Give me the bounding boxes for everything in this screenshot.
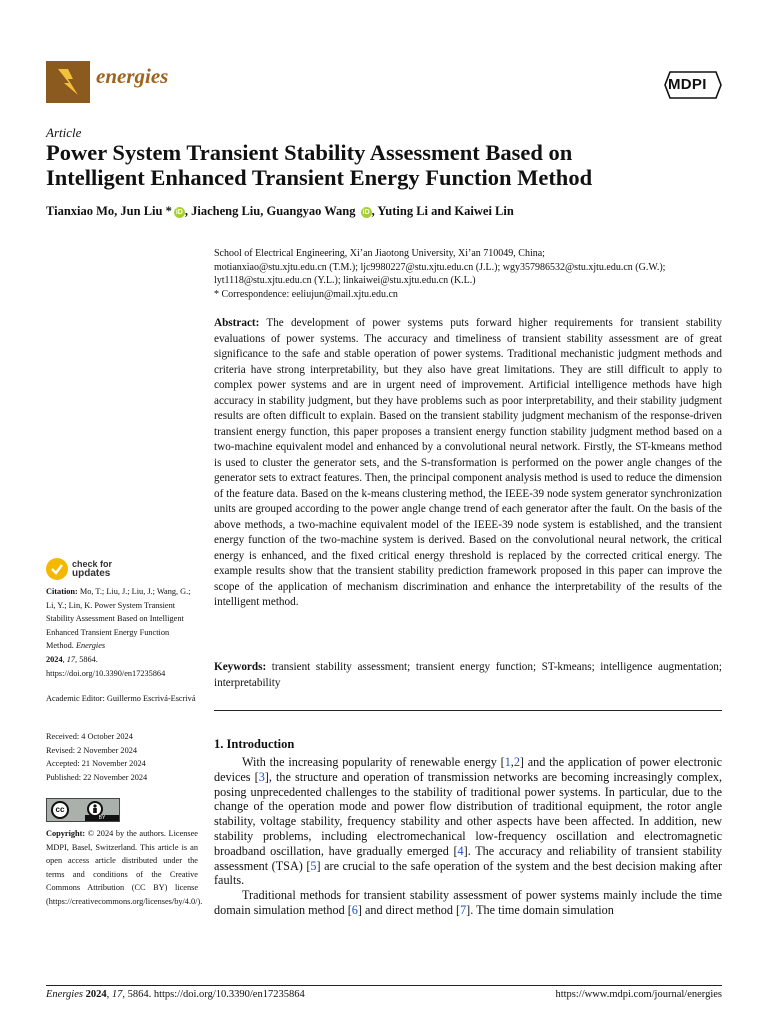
paragraph-1	[214, 755, 722, 888]
paragraph-2	[214, 888, 722, 918]
authors-part-1: Tianxiao Mo, Jun Liu *	[46, 204, 172, 218]
citation-link[interactable]: 5	[310, 858, 317, 873]
text-run: ]. The accuracy and reliability of transient stability assessment (TSA) [	[214, 843, 722, 873]
academic-editor: Academic Editor: Guillermo Escrivá-Escrivá	[46, 694, 196, 703]
affiliation-line: motianxiao@stu.xjtu.edu.cn (T.M.); ljc9980227@stu.xjtu.edu.cn (J.L.); wgy357986532@stu.xjtu.edu.cn (G.W.);	[214, 261, 666, 273]
orcid-icon[interactable]: iD	[362, 209, 370, 216]
keywords	[214, 660, 722, 691]
footer-volume: 17	[111, 989, 123, 1000]
copyright-label: Copyright:	[46, 829, 86, 838]
citation-link[interactable]: 2	[513, 755, 520, 769]
copyright-text: © 2024 by the authors. Licensee MDPI, Basel, Switzerland. This article is an open access article distributed under the terms and conditions of the Creative Commons Attribution (CC BY) license (https://creativecommons.org/licenses/by/4.0/).	[46, 829, 203, 906]
footer-doi[interactable]: , 5864. https://doi.org/10.3390/en17235864	[122, 989, 305, 1000]
title-line-2: Intelligent Enhanced Transient Energy Function Method	[46, 165, 593, 190]
check-updates-line-2: updates	[72, 568, 111, 579]
correspondence-line: * Correspondence: eeliujun@mail.xjtu.edu.cn	[214, 288, 398, 300]
keywords-label: Keywords:	[214, 661, 267, 673]
footer-journal: Energies	[46, 989, 83, 1000]
cc-by-license-badge[interactable]	[46, 798, 120, 822]
keywords-text: transient stability assessment; transient energy function; ST-kmeans; intelligence augmentation; interpretability	[214, 661, 723, 689]
text-run: Traditional methods for transient stability assessment of power systems mainly include the time domain simulation method [	[214, 888, 722, 917]
text-run: ,	[510, 755, 514, 769]
orcid-icon[interactable]: iD	[175, 209, 183, 216]
creative-commons-icon: cc	[51, 801, 69, 819]
citation-block: Citation: Mo, T.; Liu, J.; Liu, J.; Wang, G.; Li, Y.; Lin, K. Power System Transient Stability Assessment Based on Intelligent Enhanced Transient Energy Function Method. Energies 2024, 17, 5864. https://doi.org/10.3390/en17235864	[46, 587, 191, 678]
author-list	[46, 204, 514, 219]
text-run: ] are crucial to the safe operation of the system and the best decision making after faults.	[214, 858, 722, 888]
citation-link[interactable]: 6	[351, 902, 358, 917]
divider	[214, 710, 722, 711]
citation-text: Mo, T.; Liu, J.; Liu, J.; Wang, G.; Li, Y.; Lin, K. Power System Transient Stability Assessment Based on Intelligent Enhanced Transient Energy Function Method.	[46, 587, 191, 651]
citation-year: 2024	[46, 654, 63, 664]
check-updates-label	[72, 559, 112, 579]
text-run: ] and direct method [	[357, 902, 461, 917]
received-date: Received: 4 October 2024	[46, 732, 133, 741]
journal-name: energies	[96, 64, 169, 88]
abstract	[214, 316, 722, 611]
published-date: Published: 22 November 2024	[46, 772, 148, 782]
citation-link[interactable]: 1	[504, 755, 511, 769]
check-for-updates-badge[interactable]	[46, 558, 166, 582]
copyright-notice	[46, 827, 203, 909]
mdpi-logo	[664, 70, 720, 100]
authors-part-3: , Yuting Li and Kaiwei Lin	[371, 204, 514, 218]
title-line-1: Power System Transient Stability Assessment Based on	[46, 140, 573, 165]
check-updates-line-1: check for	[72, 559, 113, 569]
citation-link[interactable]: 7	[460, 902, 467, 917]
abstract-text: The development of power systems puts forward higher requirements for transient stability evaluations of power systems. The accuracy and timeliness of transient stability assessment are of great significance to the safe and stable operation of power systems. Traditional mechanistic judgment methods and criteria have strong interpretability, but they also have great limitations. They are still difficult to apply to complex power systems and are in urgent need of improvement. Artificial intelligence methods have high accuracy in stability judgment, but they have problems such as poor interpretability, and their stability judgment results are often difficult to explain. Based on the transient stability judgment mechanism of the response-driven transient energy function, this paper proposes a transient energy function stability judgment method based on a two-machine equivalent model and enhanced by a convolutional neural network. Firstly, the ST-kmeans method is used to cluster the generator sets, and the S-transformation is performed on the power angle changes of the generator sets to extract features. Then, the principal component analysis method is used to reduce the dimension of the feature data. Based on the k-means clustering method, the IEEE-39 node system generator synchronization units are grouped according to the power angle change trend of each generator after the fault. On the basis of the above methods, a two-machine equivalent model of the IEEE-39 node system is established, and the transient energy function of the two-machine system is derived. Based on the convolutional neural network, the critical energy is enhanced, and the fixed critical energy threshold is replaced by the corrected critical energy. The example results show that the transient stability prediction framework proposed in this paper can improve the scope of the application of mechanism discrimination and enhance the interpretability of the results of the intelligent method.	[214, 317, 722, 608]
abstract-label: Abstract:	[214, 317, 260, 329]
text-run: ], the structure and operation of transmission networks are becoming increasingly complex, posing unprecedented challenges to the stability of traditional power systems. In particular, due to the change of the operation mode and power flow distribution of traditional equipment, the rotor angle stability, voltage stability, frequency stability and other aspects have been affected. In addition, new stability problems, including electromechanical low-frequency oscillation and electromagnetic broadband oscillation, have gradually emerged [	[214, 769, 722, 858]
revised-date: Revised: 2 November 2024	[46, 745, 138, 755]
text-run: ]. The time domain simulation	[466, 902, 614, 917]
citation-label: Citation:	[46, 587, 78, 596]
by-label: BY	[85, 815, 119, 821]
page-title	[46, 140, 736, 190]
footer-year: 2024	[85, 989, 107, 1000]
citation-link[interactable]: 3	[258, 769, 265, 784]
affiliation-line: lyt1118@stu.xjtu.edu.cn (Y.L.); linkaiwei@stu.xjtu.edu.cn (K.L.)	[214, 275, 476, 287]
citation-doi[interactable]: , 5864. https://doi.org/10.3390/en17235864	[46, 654, 166, 678]
citation-volume: 17	[66, 654, 76, 664]
checkmark-icon	[46, 558, 68, 580]
text-run: ] and the application of power electronic devices [	[214, 755, 722, 784]
section-body	[214, 755, 722, 918]
affiliation-block	[214, 247, 724, 301]
footer-citation: Energies 2024, 17, 5864. https://doi.org/10.3390/en17235864	[46, 989, 305, 1000]
journal-logo	[46, 61, 90, 103]
publication-dates	[46, 730, 198, 784]
accepted-date: Accepted: 21 November 2024	[46, 759, 146, 769]
affiliation-line: School of Electrical Engineering, Xi’an Jiaotong University, Xi’an 710049, China;	[214, 248, 545, 259]
lightning-bolt-icon	[46, 61, 90, 103]
article-type: Article	[46, 125, 82, 140]
citation-journal: Energies	[75, 641, 106, 651]
publisher-name: MDPI	[668, 76, 707, 93]
text-run: With the increasing popularity of renewable energy [	[242, 755, 505, 769]
section-heading: 1. Introduction	[214, 737, 295, 751]
footer-journal-url[interactable]: https://www.mdpi.com/journal/energies	[555, 989, 722, 1000]
citation-link[interactable]: 4	[457, 843, 464, 858]
authors-part-2: , Jiacheng Liu, Guangyao Wang	[184, 204, 359, 218]
footer-divider	[46, 985, 722, 986]
